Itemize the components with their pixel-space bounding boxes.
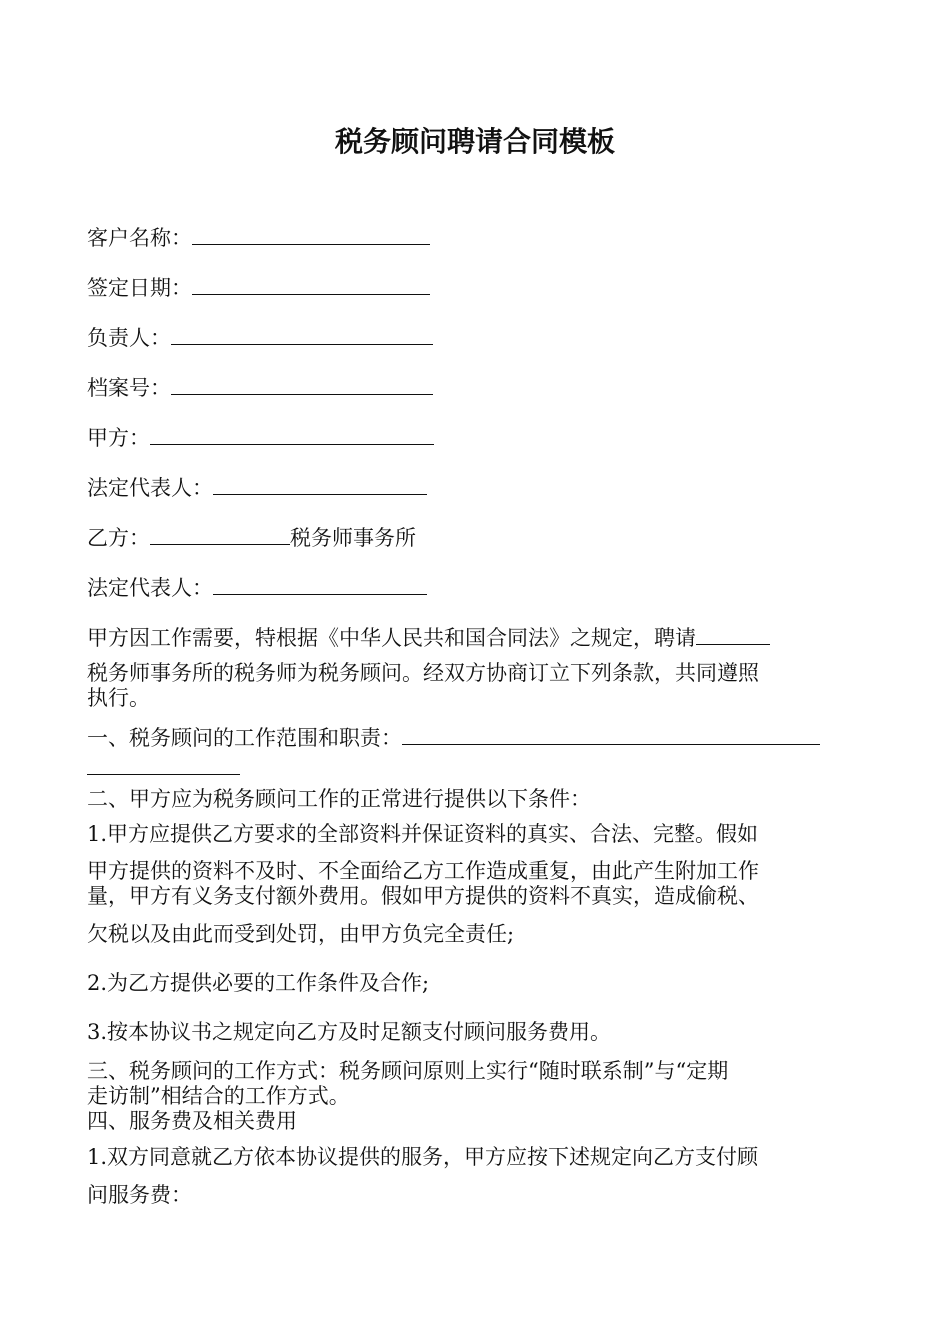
section-4-heading: 四、服务费及相关费用	[87, 1109, 297, 1133]
item-4-1-line-2: 问服务费：	[87, 1183, 192, 1207]
blank-line[interactable]	[696, 622, 770, 645]
section-1-continuation	[87, 752, 240, 782]
blank-line[interactable]	[402, 722, 820, 745]
blank-line[interactable]	[150, 422, 434, 445]
field-label: 客户名称：	[87, 226, 192, 250]
field-suffix: 税务师事务所	[290, 526, 416, 550]
field-legal-rep-b	[87, 572, 427, 602]
section-1-heading	[87, 722, 820, 752]
blank-line[interactable]	[171, 372, 433, 395]
intro-line-2: 税务师事务所的税务师为税务顾问。经双方协商订立下列条款，共同遵照	[87, 661, 759, 685]
intro-line-3: 执行。	[87, 686, 150, 710]
section-3-line-1: 三、税务顾问的工作方式：税务顾问原则上实行“随时联系制”与“定期	[87, 1059, 729, 1083]
blank-line[interactable]	[150, 522, 290, 545]
document-title: 税务顾问聘请合同模板	[334, 125, 615, 158]
blank-line[interactable]	[87, 752, 240, 775]
blank-line[interactable]	[192, 272, 430, 295]
item-2-1-line-1: 1.甲方应提供乙方要求的全部资料并保证资料的真实、合法、完整。假如	[87, 822, 759, 846]
field-party-a	[87, 422, 434, 452]
item-2-2: 2.为乙方提供必要的工作条件及合作;	[87, 971, 430, 995]
section-2-heading: 二、甲方应为税务顾问工作的正常进行提供以下条件：	[87, 787, 591, 811]
field-party-b	[87, 522, 416, 552]
section-3-line-2: 走访制”相结合的工作方式。	[87, 1084, 350, 1108]
field-file-number	[87, 372, 433, 402]
field-label: 签定日期：	[87, 276, 192, 300]
blank-line[interactable]	[171, 322, 433, 345]
field-label: 甲方：	[87, 426, 150, 450]
item-4-1-line-1: 1.双方同意就乙方依本协议提供的服务，甲方应按下述规定向乙方支付顾	[87, 1145, 759, 1169]
field-label: 乙方：	[87, 526, 150, 550]
item-2-1-line-3: 量，甲方有义务支付额外费用。假如甲方提供的资料不真实，造成偷税、	[87, 884, 759, 908]
blank-line[interactable]	[192, 222, 430, 245]
field-person-in-charge	[87, 322, 433, 352]
field-label: 法定代表人：	[87, 476, 213, 500]
field-legal-rep-a	[87, 472, 427, 502]
intro-text: 甲方因工作需要，特根据《中华人民共和国合同法》之规定，聘请	[87, 626, 696, 650]
item-2-1-line-2: 甲方提供的资料不及时、不全面给乙方工作造成重复，由此产生附加工作	[87, 859, 759, 883]
section-1-text: 一、税务顾问的工作范围和职责：	[87, 726, 402, 750]
blank-line[interactable]	[213, 472, 427, 495]
field-label: 负责人：	[87, 326, 171, 350]
field-client-name	[87, 222, 430, 252]
field-label: 法定代表人：	[87, 576, 213, 600]
blank-line[interactable]	[213, 572, 427, 595]
field-sign-date	[87, 272, 430, 302]
item-2-3: 3.按本协议书之规定向乙方及时足额支付顾问服务费用。	[87, 1020, 612, 1044]
item-2-1-line-4: 欠税以及由此而受到处罚，由甲方负完全责任;	[87, 922, 515, 946]
field-label: 档案号：	[87, 376, 171, 400]
intro-line-1	[87, 622, 770, 652]
